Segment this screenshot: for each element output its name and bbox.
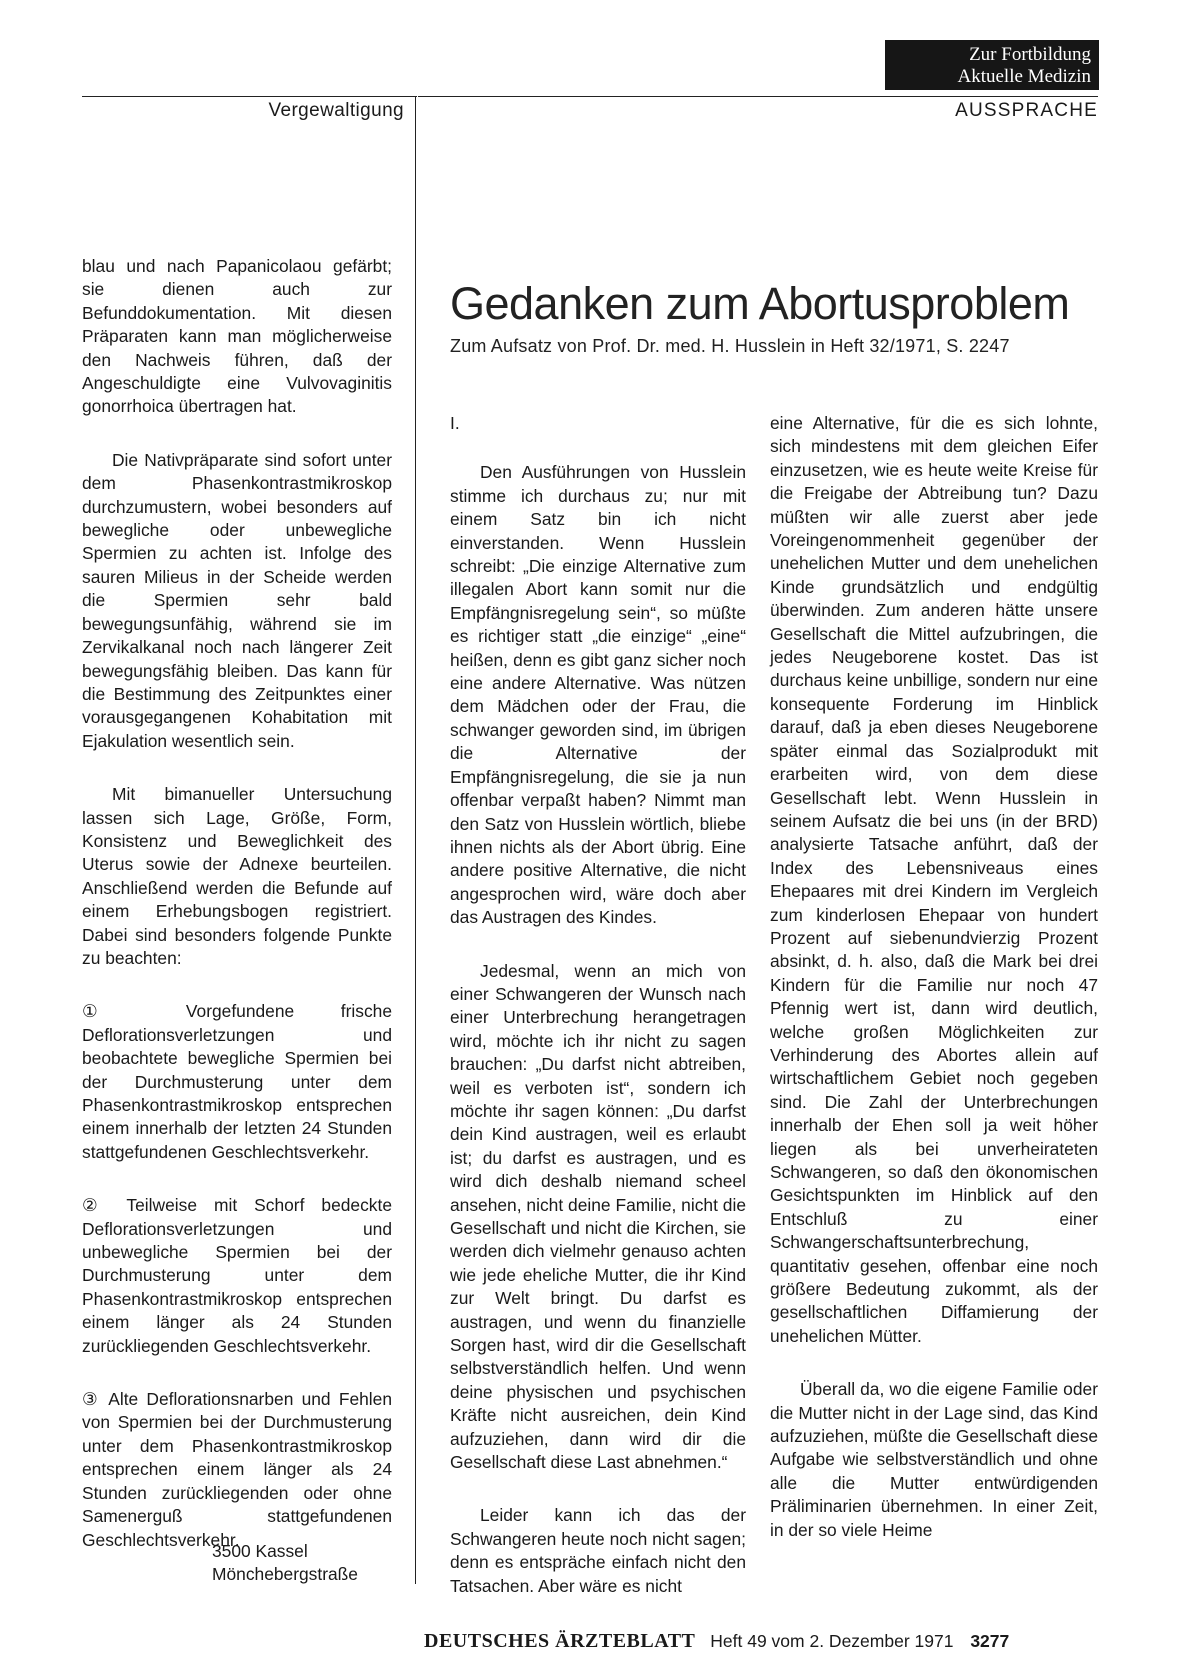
finding-item-2: ② Teilweise mit Schorf bedeckte Deflorationsverletzungen und unbewegliche Spermien bei der Durchmusterung unter dem Phasenkontrastmikroskop entsprechen einem länger als 24 Stunden zurückliegenden Geschlechtsverkehr.: [82, 1195, 392, 1356]
paragraph: Die Nativpräparate sind sofort unter dem Phasenkontrastmikroskop durchzumustern, wobei besonders auf bewegliche oder unbewegliche Spermien zu achten ist. Infolge des sauren Milieus in der Scheide werden die Spermien sehr bald bewegungsunfähig, während sie im Zervikalkanal noch nach längerer Zeit bewegungsfähig bleiben. Das kann für die Bestimmung des Zeitpunktes einer vorausgegangenen Kohabitation mit Ejakulation wesentlich sein.: [82, 449, 392, 751]
header-rule-right: [418, 96, 1098, 97]
author-address: [212, 1540, 358, 1586]
paragraph: Mit bimanueller Untersuchung lassen sich Lage, Größe, Form, Konsistenz und Beweglichkeit des Uterus sowie der Adnexe beurteilen. Anschließend werden die Befunde auf einem Erhebungsbogen registriert. Dabei sind besonders folgende Punkte zu beachten:: [82, 784, 392, 968]
section-numeral: I.: [450, 413, 460, 433]
paragraph: Jedesmal, wenn an mich von einer Schwangeren der Wunsch nach einer Unterbrechung herangetragen wird, möchte ich ihr nicht zu sagen brauchen: „Du darfst nicht abtreiben, weil es verboten ist“, sondern ich möchte ihr sagen können: „Du darfst dein Kind austragen, weil es erlaubt ist; du darfst es austragen, und es wird dich deshalb niemand scheel ansehen, nicht deine Familie, nicht die Gesellschaft und nicht die Kirchen, sie werden dich vielmehr genauso achten wie jede eheliche Mutter, die ihr Kind zur Welt bringt. Du darfst es austragen, und wenn du finanzielle Sorgen hast, wird dir die Gesellschaft selbstverständlich helfen. Und wenn deine physischen und psychischen Kräfte nicht ausreichen, dein Kind aufzuziehen, dann wird dir die Gesellschaft diese Last abnehmen.“: [450, 960, 746, 1473]
paragraph: Den Ausführungen von Husslein stimme ich durchaus zu; nur mit einem Satz bin ich nicht einverstanden. Wenn Husslein schreibt: „Die einzige Alternative zum illegalen Abort kann somit nur die Empfängnisregelung sein“, so müßte es richtiger statt „die einzige“ „eine“ heißen, denn es gibt ganz sicher noch eine andere Alternative. Was nützen dem Mädchen oder der Frau, die schwanger geworden sind, im übrigen die Alternative der Empfängnisregelung, die sie ja nun offenbar verpaßt haben? Nimmt man den Satz von Husslein wörtlich, bliebe ihnen nichts als der Abort übrig. Eine andere positive Alternative, die nicht angesprochen wird, wäre doch aber das Austragen des Kindes.: [450, 462, 746, 928]
page-footer: [424, 1630, 1098, 1653]
header-rule-left: [82, 96, 417, 97]
article-column-right: [770, 412, 1098, 1572]
issue-info: Heft 49 vom 2. Dezember 1971: [710, 1631, 954, 1651]
address-street: Mönchebergstraße: [212, 1564, 358, 1584]
article-column-middle: [450, 412, 746, 1628]
journal-name: DEUTSCHES ÄRZTEBLATT: [424, 1630, 696, 1652]
column-divider: [415, 96, 416, 1584]
paragraph: Überall da, wo die eigene Familie oder die Mutter nicht in der Lage sind, das Kind aufzuziehen, müßte die Gesellschaft diese Aufgabe wie selbstverständlich und ohne alle die Mutter entwürdigenden Präliminarien übernehmen. In einer Zeit, in der so viele Heime: [770, 1379, 1098, 1540]
badge-line-medizin: Aktuelle Medizin: [957, 66, 1091, 87]
page-number: 3277: [970, 1631, 1010, 1651]
address-city: 3500 Kassel: [212, 1541, 308, 1561]
article-title: Gedanken zum Abortusproblem: [450, 278, 1070, 330]
left-column: [82, 255, 392, 1582]
paragraph: eine Alternative, für die es sich lohnte, sich mindestens mit dem gleichen Eifer einzusetzen, wie es heute weite Kreise für die Freigabe der Abtreibung tun? Dazu müßten wir alle zuerst aber jede Voreingenommenheit gegenüber der unehelichen Mutter und dem unehelichen Kinde grundsätzlich und endgültig überwinden. Zum anderen hätte unsere Gesellschaft die Mittel aufzubringen, die jedes Neugeborene kostet. Das ist durchaus keine unbillige, sondern nur eine konsequente Forderung im Hinblick darauf, daß ja eben dieses Neugeborene später einmal das Sozialprodukt mit erarbeiten wird, von dem diese Gesellschaft lebt. Wenn Husslein in seinem Aufsatz die bei uns (in der BRD) analysierte Tatsache anführt, daß der Index des Lebensniveaus eines Ehepaares mit drei Kindern im Vergleich zum kinderlosen Ehepaar von hundert Prozent auf siebenundvierzig Prozent absinkt, d. h. also, daß die Mark bei drei Kindern für die Familie nur noch 47 Pfennig wert ist, dann wird deutlich, welche großen Möglichkeiten zur Verhinderung des Abortes allein auf wirtschaftlichem Gebiet noch gegeben sind. Die Zahl der Unterbrechungen innerhalb der Ehen soll ja weit höher liegen als bei unverheirateten Schwangeren, so daß den ökonomischen Gesichtspunkten im Hinblick auf den Entschluß zu einer Schwangerschaftsunterbrechung, quantitativ gesehen, offenbar eine noch größere Bedeutung zukommt, als der gesellschaftlichen Diffamierung der unehelichen Mütter.: [770, 413, 1098, 1346]
article-subtitle: Zum Aufsatz von Prof. Dr. med. H. Husslein in Heft 32/1971, S. 2247: [450, 336, 1010, 356]
badge-line-fortbildung: Zur Fortbildung: [969, 44, 1091, 65]
paragraph: blau und nach Papanicolaou gefärbt; sie dienen auch zur Befunddokumentation. Mit diesen Präparaten kann man möglicherweise den Nachweis führen, daß der Angeschuldigte eine Vulvovaginitis gonorrhoica übertragen hat.: [82, 256, 392, 417]
finding-item-3: ③ Alte Deflorationsnarben und Fehlen von Spermien bei der Durchmusterung unter dem Phasenkontrastmikroskop entsprechen einem länger als 24 Stunden zurückliegenden oder ohne Samenerguß stattgefundenen Geschlechtsverkehr.: [82, 1389, 392, 1550]
finding-item-1: ① Vorgefundene frische Deflorationsverletzungen und beobachtete bewegliche Spermien bei der Durchmusterung unter dem Phasenkontrastmikroskop entsprechen einem innerhalb der letzten 24 Stunden stattgefundenen Geschlechtsverkehr.: [82, 1001, 392, 1162]
section-badge: [885, 40, 1099, 90]
paragraph: Leider kann ich das der Schwangeren heute noch nicht sagen; denn es entspräche einfach nicht den Tatsachen. Aber wäre es nicht: [450, 1505, 746, 1596]
section-label-right: AUSSPRACHE: [955, 100, 1098, 121]
section-label-left: Vergewaltigung: [268, 100, 404, 121]
